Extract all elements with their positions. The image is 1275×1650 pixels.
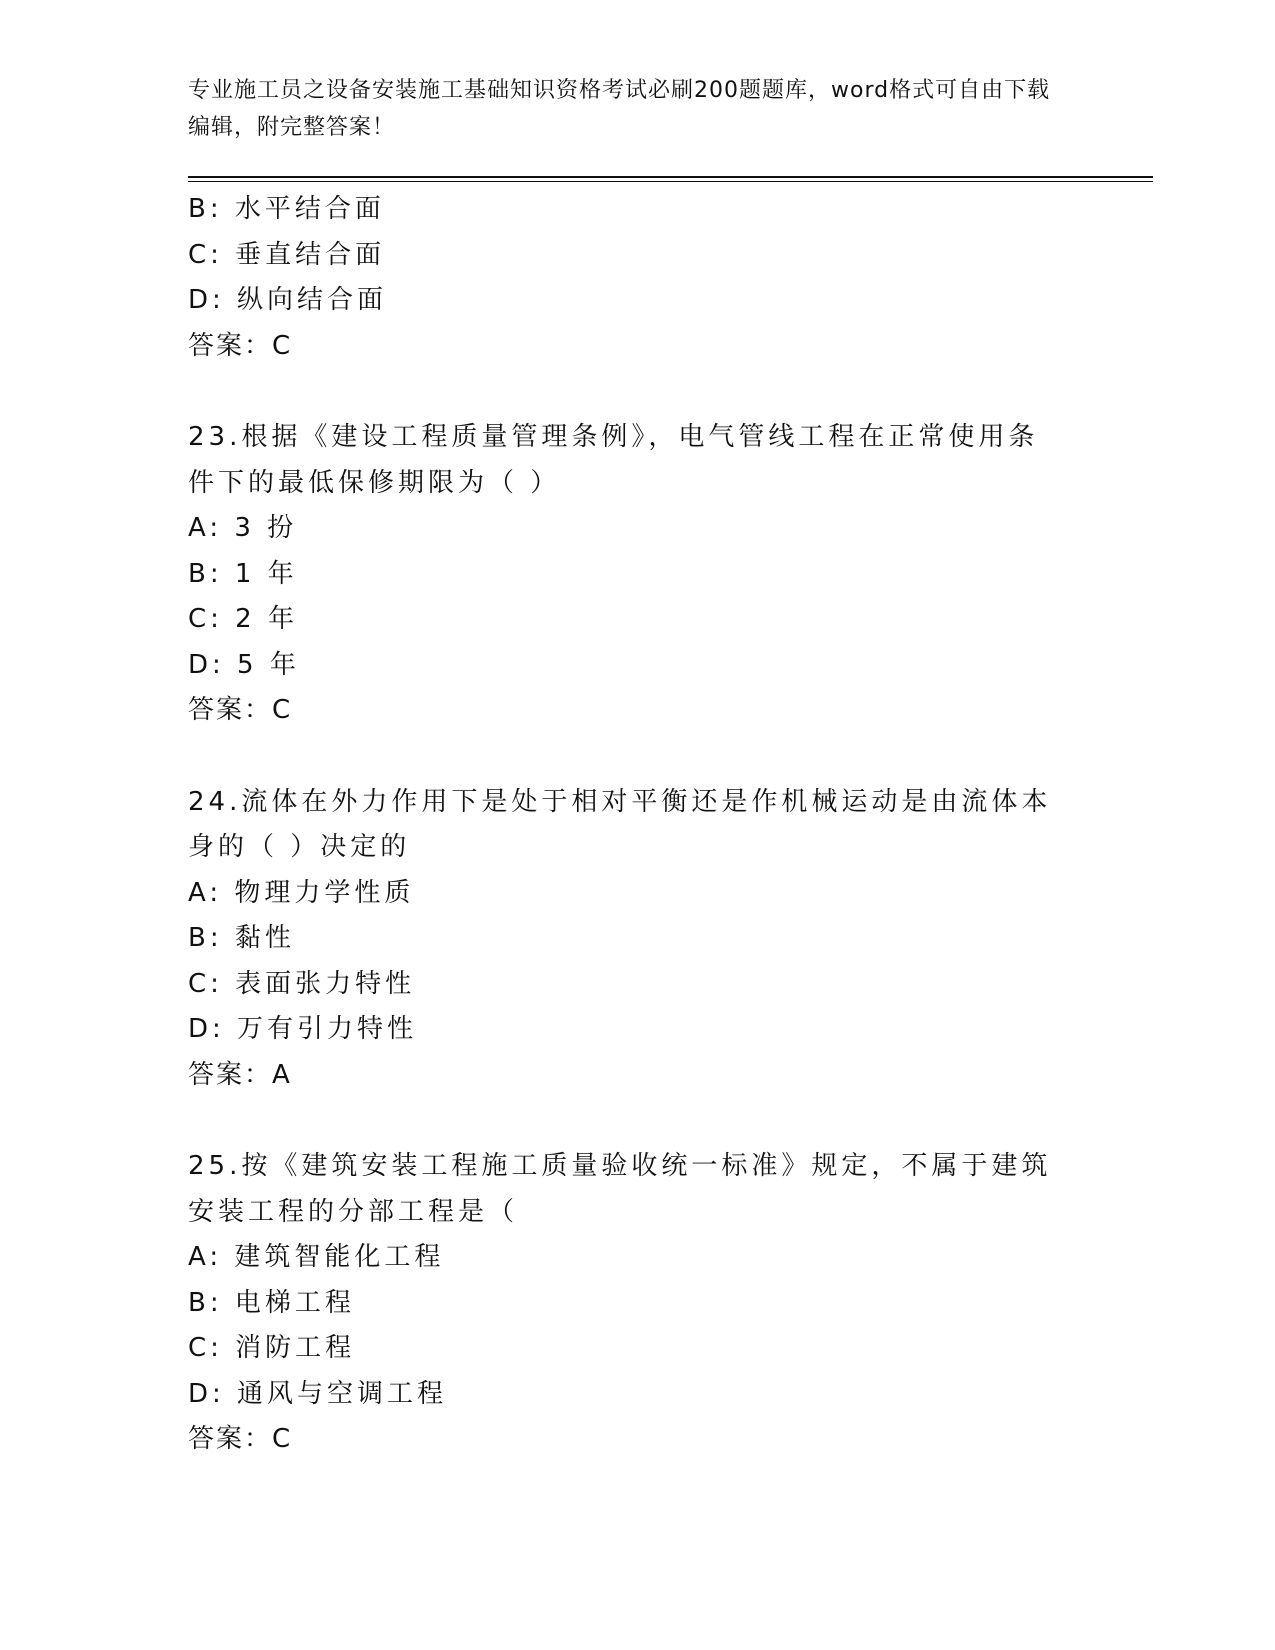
option-c: C: 消防工程 [188,1333,356,1363]
option-d: D: 5 年 [188,649,300,680]
option-b: B: 水平结合面 [188,194,385,224]
option-c: C: 2 年 [188,604,298,634]
option-b: B: 黏性 [188,923,295,953]
option-a: A: 3 扮 [188,513,298,543]
question-23 [188,415,1088,734]
answer-label: 答案：C [188,1424,293,1454]
option-c: C: 表面张力特性 [188,968,416,999]
spacer [188,734,1088,780]
header-divider-thin [188,181,1153,182]
question-24 [188,780,1088,1099]
answer-label: 答案：C [188,695,293,725]
answer-label: 答案：A [188,1059,292,1090]
page-header-title: 专业施工员之设备安装施工基础知识资格考试必刷200题题库，word格式可自由下载编辑，附完整答案！ [188,78,1051,140]
spacer [188,1098,1088,1144]
header-divider [188,176,1153,178]
option-b: B: 电梯工程 [188,1287,355,1318]
question-stem: 23.根据《建设工程质量管理条例》，电气管线工程在正常使用条件下的最低保修期限为（ ） [188,422,1039,498]
document-body [188,187,1088,1463]
option-d: D: 纵向结合面 [188,285,388,315]
option-a: A: 物理力学性质 [188,877,415,908]
option-d: D: 通风与空调工程 [188,1378,448,1409]
option-d: D: 万有引力特性 [188,1014,418,1044]
previous-question-tail [188,187,1088,369]
question-stem: 25.按《建筑安装工程施工质量验收统一标准》规定，不属于建筑安装工程的分部工程是（ [188,1151,1052,1227]
option-a: A: 建筑智能化工程 [188,1242,445,1272]
option-c: C: 垂直结合面 [188,239,386,270]
option-b: B: 1 年 [188,558,298,589]
answer-label: 答案：C [188,330,293,361]
spacer [188,369,1088,415]
question-25 [188,1144,1088,1463]
question-stem: 24.流体在外力作用下是处于相对平衡还是作机械运动是由流体本身的（ ）决定的 [188,786,1052,862]
